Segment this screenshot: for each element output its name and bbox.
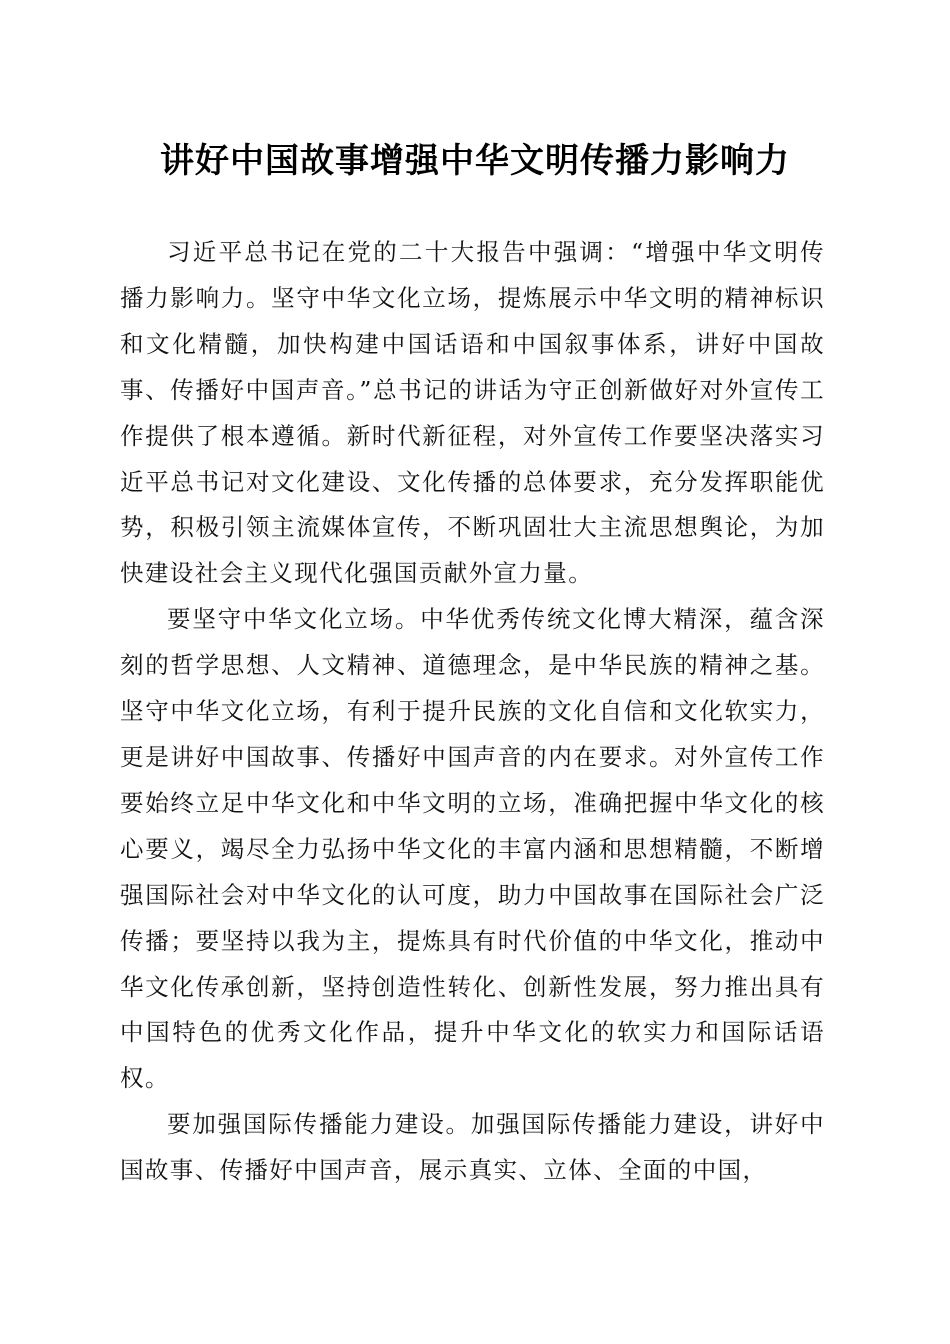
paragraph-3: 要加强国际传播能力建设。加强国际传播能力建设，讲好中国故事、传播好中国声音，展示真实、立体、全面的中国， — [120, 1110, 825, 1185]
paragraph-1: 习近平总书记在党的二十大报告中强调：“增强中华文明传播力影响力。坚守中华文化立场，提炼展示中华文明的精神标识和文化精髓，加快构建中国话语和中国叙事体系，讲好中国故事、传播好中国声音。”总书记的讲话为守正创新做好对外宣传工作提供了根本遵循。新时代新征程，对外宣传工作要坚决落实习近平总书记对文化建设、文化传播的总体要求，充分发挥职能优势，积极引领主流媒体宣传，不断巩固壮大主流思想舆论，为加快建设社会主义现代化强国贡献外宣力量。 — [120, 238, 825, 588]
document-title: 讲好中国故事增强中华文明传播力影响力 — [160, 141, 790, 181]
document-body — [120, 230, 825, 1194]
paragraph-2: 要坚守中华文化立场。中华优秀传统文化博大精深，蕴含深刻的哲学思想、人文精神、道德理念，是中华民族的精神之基。坚守中华文化立场，有利于提升民族的文化自信和文化软实力，更是讲好中国故事、传播好中国声音的内在要求。对外宣传工作要始终立足中华文化和中华文明的立场，准确把握中华文化的核心要义，竭尽全力弘扬中华文化的丰富内涵和思想精髓，不断增强国际社会对中华文化的认可度，助力中国故事在国际社会广泛传播；要坚持以我为主，提炼具有时代价值的中华文化，推动中华文化传承创新，坚持创造性转化、创新性发展，努力推出具有中国特色的优秀文化作品，提升中华文化的软实力和国际话语权。 — [120, 605, 825, 1093]
